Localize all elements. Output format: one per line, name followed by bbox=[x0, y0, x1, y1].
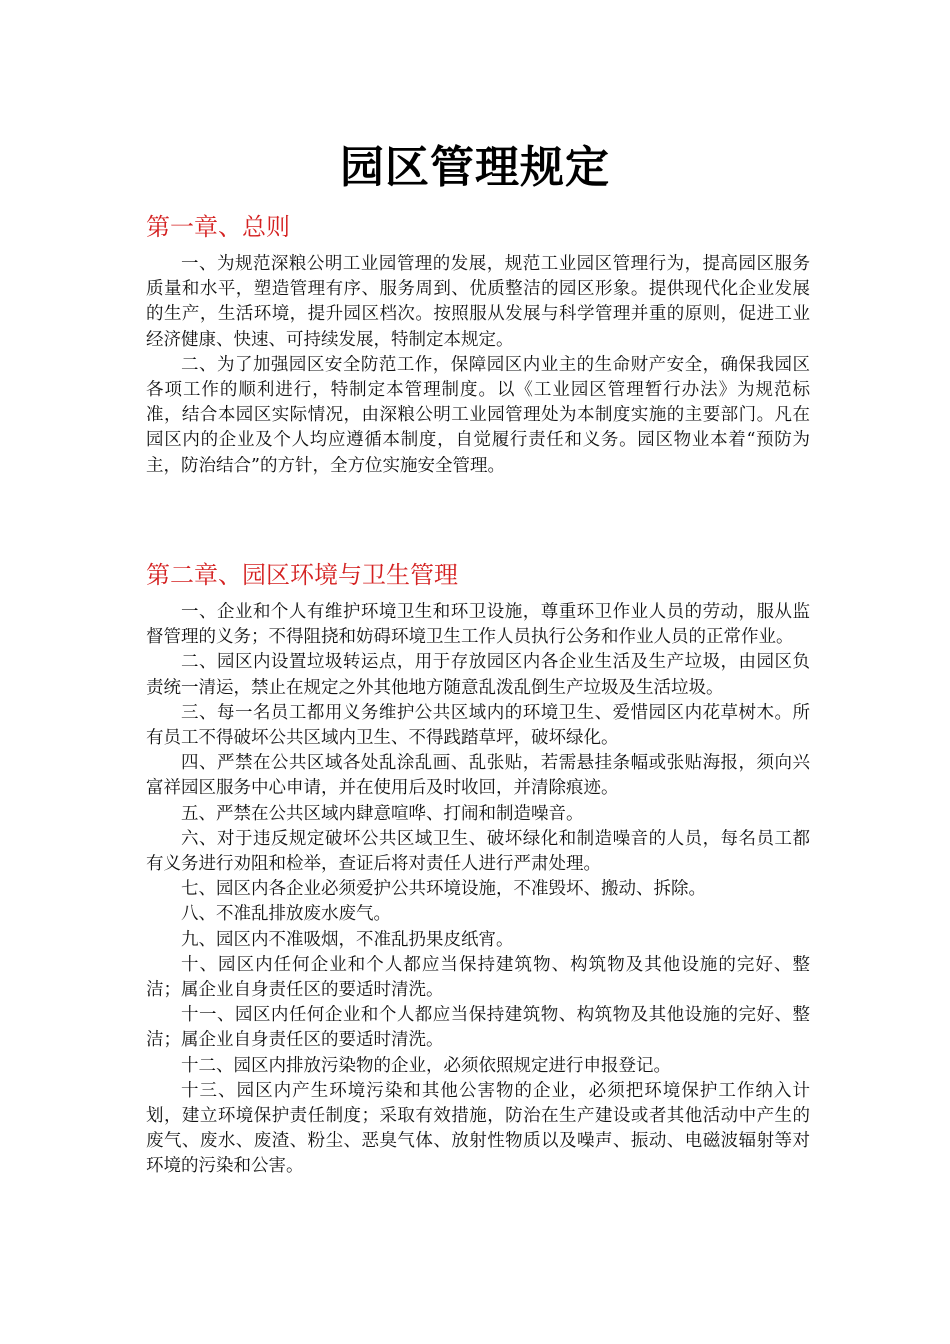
chapter-general bbox=[146, 210, 810, 479]
paragraph: 二、为了加强园区安全防范工作，保障园区内业主的生命财产安全，确保我园区各项工作的顺利进行，特制定本管理制度。以《工业园区管理暂行办法》为规范标准，结合本园区实际情况，由深粮公明工业园管理处为本制度实施的主要部门。凡在园区内的企业及个人均应遵循本制度，自觉履行责任和义务。园区物业本着“预防为主，防治结合”的方针，全方位实施安全管理。 bbox=[146, 354, 810, 476]
paragraph: 九、园区内不准吸烟，不准乱扔果皮纸宵。 bbox=[181, 929, 514, 950]
document-title: 园区管理规定 bbox=[340, 142, 610, 193]
paragraph: 十三、园区内产生环境污染和其他公害物的企业，必须把环境保护工作纳入计划，建立环境保护责任制度；采取有效措施，防治在生产建设或者其他活动中产生的废气、废水、废渣、粉尘、恶臭气体、放射性物质以及噪声、振动、电磁波辐射等对环境的污染和公害。 bbox=[146, 1080, 810, 1177]
paragraph: 十一、园区内任何企业和个人都应当保持建筑物、构筑物及其他设施的完好、整洁；属企业自身责任区的要适时清洗。 bbox=[146, 1005, 810, 1051]
paragraph: 一、为规范深粮公明工业园管理的发展，规范工业园区管理行为，提高园区服务质量和水平，塑造管理有序、服务周到、优质整洁的园区形象。提供现代化企业发展的生产，生活环境，提升园区档次。按照服从发展与科学管理并重的原则，促进工业经济健康、快速、可持续发展，特制定本规定。 bbox=[146, 254, 810, 350]
paragraph: 一、企业和个人有维护环境卫生和环卫设施，尊重环卫作业人员的劳动，服从监督管理的义务；不得阻挠和妨碍环境卫生工作人员执行公务和作业人员的正常作业。 bbox=[146, 602, 810, 648]
paragraph: 五、严禁在公共区域内肆意喧哗、打闹和制造噪音。 bbox=[181, 803, 584, 824]
paragraph: 四、严禁在公共区域各处乱涂乱画、乱张贴，若需悬挂条幅或张贴海报，须向兴富祥园区服务中心申请，并在使用后及时收回，并清除痕迹。 bbox=[146, 753, 810, 799]
chapter-heading: 第二章、园区环境与卫生管理 bbox=[146, 561, 458, 589]
paragraph: 十二、园区内排放污染物的企业，必须依照规定进行申报登记。 bbox=[181, 1055, 671, 1076]
paragraph: 八、不准乱排放废水废气。 bbox=[181, 904, 391, 925]
paragraph: 二、园区内设置垃圾转运点，用于存放园区内各企业生活及生产垃圾，由园区负责统一清运，禁止在规定之外其他地方随意乱泼乱倒生产垃圾及生活垃圾。 bbox=[146, 652, 810, 698]
paragraph: 三、每一名员工都用义务维护公共区域内的环境卫生、爱惜园区内花草树木。所有员工不得破坏公共区域内卫生、不得践踏草坪，破坏绿化。 bbox=[146, 702, 810, 749]
paragraph: 十、园区内任何企业和个人都应当保持建筑物、构筑物及其他设施的完好、整洁；属企业自身责任区的要适时清洗。 bbox=[146, 954, 810, 1001]
chapter-heading: 第一章、总则 bbox=[146, 213, 290, 241]
paragraph: 七、园区内各企业必须爱护公共环境设施，不准毁坏、搬动、拆除。 bbox=[181, 879, 706, 900]
chapter-environment-hygiene bbox=[146, 558, 810, 1180]
paragraph: 六、对于违反规定破坏公共区域卫生、破坏绿化和制造噪音的人员，每名员工都有义务进行劝阻和检举，查证后将对责任人进行严肃处理。 bbox=[146, 828, 810, 875]
